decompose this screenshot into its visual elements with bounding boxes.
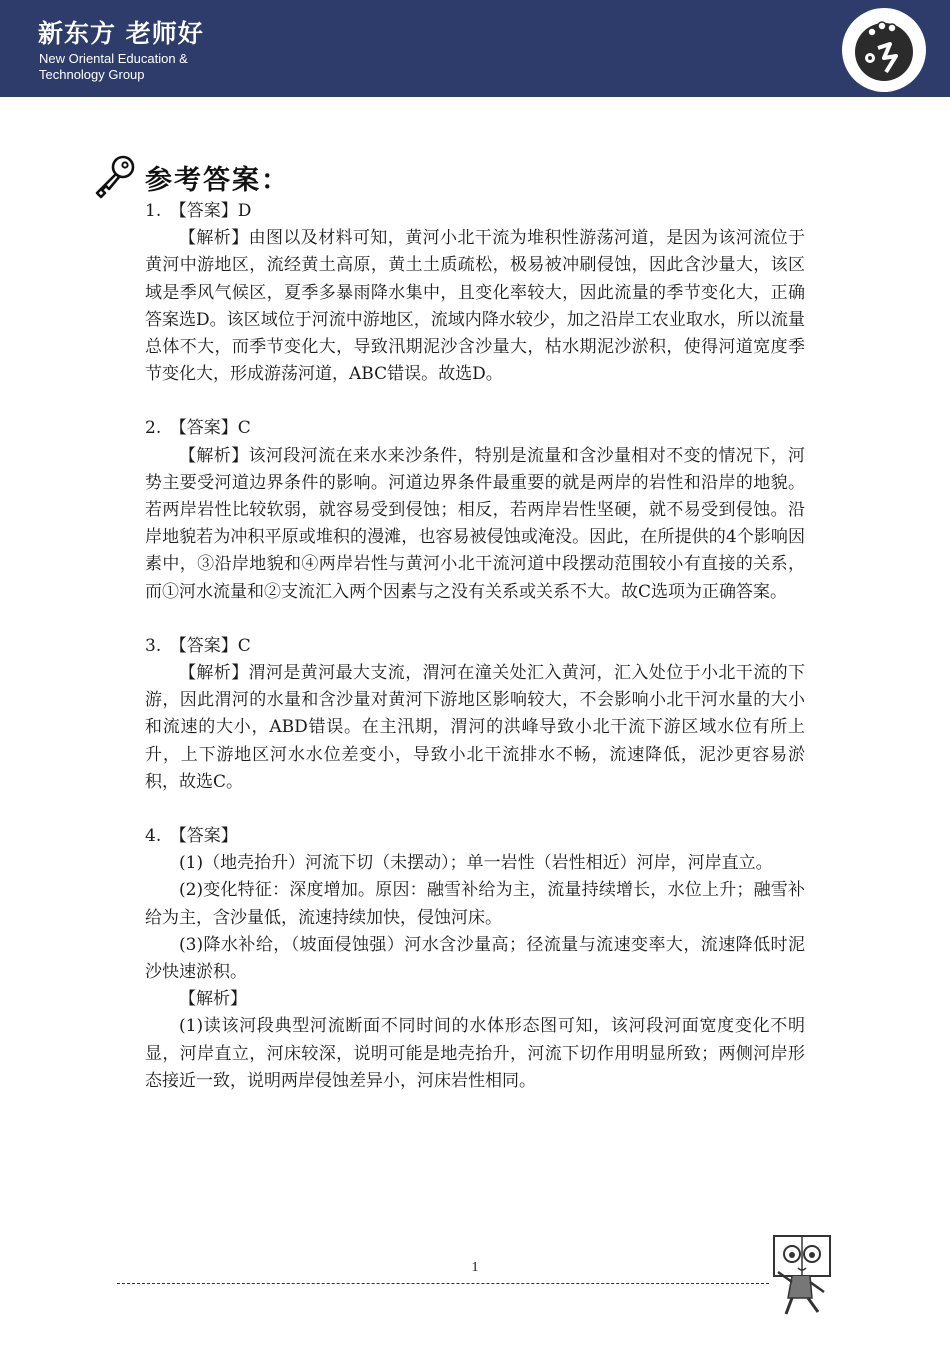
answer-content [145,198,805,1095]
answer-2-analysis: 【解析】该河段河流在来水来沙条件，特别是流量和含沙量相对不变的情况下，河势主要受河道边界条件的影响。河道边界条件最重要的就是两岸的岩性和沿岸的地貌。若两岸岩性比较软弱，就容易受到侵蚀；相反，若两岸岩性坚硬，就不易受到侵蚀。沿岸地貌若为冲积平原或堆积的漫滩，也容易被侵蚀或淹没。因此，在所提供的4个影响因素中，③沿岸地貌和④两岸岩性与黄河小北干流河道中段摆动范围较小有直接的关系，而①河水流量和②支流汇入两个因素与之没有关系或关系不大。故C选项为正确答案。 [145,445,805,602]
brand-en-line2: Technology Group [39,67,145,82]
answer-1-head: 1. 【答案】D [145,201,252,221]
page-number: 1 [471,1260,479,1275]
answer-2-head: 2. 【答案】C [145,418,251,439]
brand-name-cn: 新东方 老师好 [38,19,204,48]
reading-mascot-icon [768,1232,838,1322]
mascot-logo-icon [842,8,926,92]
answer-4-part-1: (1)（地壳抬升）河流下切（未摆动）；单一岩性（岩性相近）河岸，河岸直立。 [179,853,773,874]
key-icon [92,153,138,203]
answer-3-analysis: 【解析】渭河是黄河最大支流，渭河在潼关处汇入黄河，汇入处位于小北干流的下游，因此渭河的水量和含沙量对黄河下游地区影响较大，不会影响小北干河水量的大小和流速的大小，ABD错误。在主汛期，渭河的洪峰导致小北干流下游区域水位有所上升，上下游地区河水水位差变小，导致小北干流排水不畅，流速降低，泥沙更容易淤积，故选C。 [145,663,805,792]
answer-4-analysis-label: 【解析】 [179,989,247,1010]
brand-en-line1: New Oriental Education & [39,51,188,66]
page-header [0,0,950,97]
answer-4-part-2: (2)变化特征：深度增加。原因：融雪补给为主，流量持续增长，水位上升；融雪补给为主，含沙量低，流速持续加快，侵蚀河床。 [145,880,805,928]
footer-divider [117,1283,769,1284]
answer-4-head: 4. 【答案】 [145,826,238,847]
answer-4-analysis-1: (1)读该河段典型河流断面不同时间的水体形态图可知，该河段河面宽度变化不明显，河岸直立，河床较深，说明可能是地壳抬升，河流下切作用明显所致；两侧河岸形态接近一致，说明两岸侵蚀差异小，河床岩性相同。 [145,1016,805,1091]
answer-4-part-3: (3)降水补给，（坡面侵蚀强）河水含沙量高；径流量与流速变率大，流速降低时泥沙快速淤积。 [145,934,805,983]
section-title: 参考答案： [145,165,290,196]
answer-3-head: 3. 【答案】C [145,635,251,656]
answer-1-analysis: 【解析】由图以及材料可知，黄河小北干流为堆积性游荡河道，是因为该河流位于黄河中游地区，流经黄土高原，黄土土质疏松，极易被冲刷侵蚀，因此含沙量大，该区域是季风气候区，夏季多暴雨降水集中，且变化率较大，因此流量的季节变化大，正确答案选D。该区域位于河流中游地区，流域内降水较少，加之沿岸工农业取水，所以流量总体不大，而季节变化大，导致汛期泥沙含沙量大，枯水期泥沙淤积，使得河道宽度季节变化大，形成游荡河道，ABC错误。故选D。 [145,228,805,385]
brand-name-en [39,51,239,83]
